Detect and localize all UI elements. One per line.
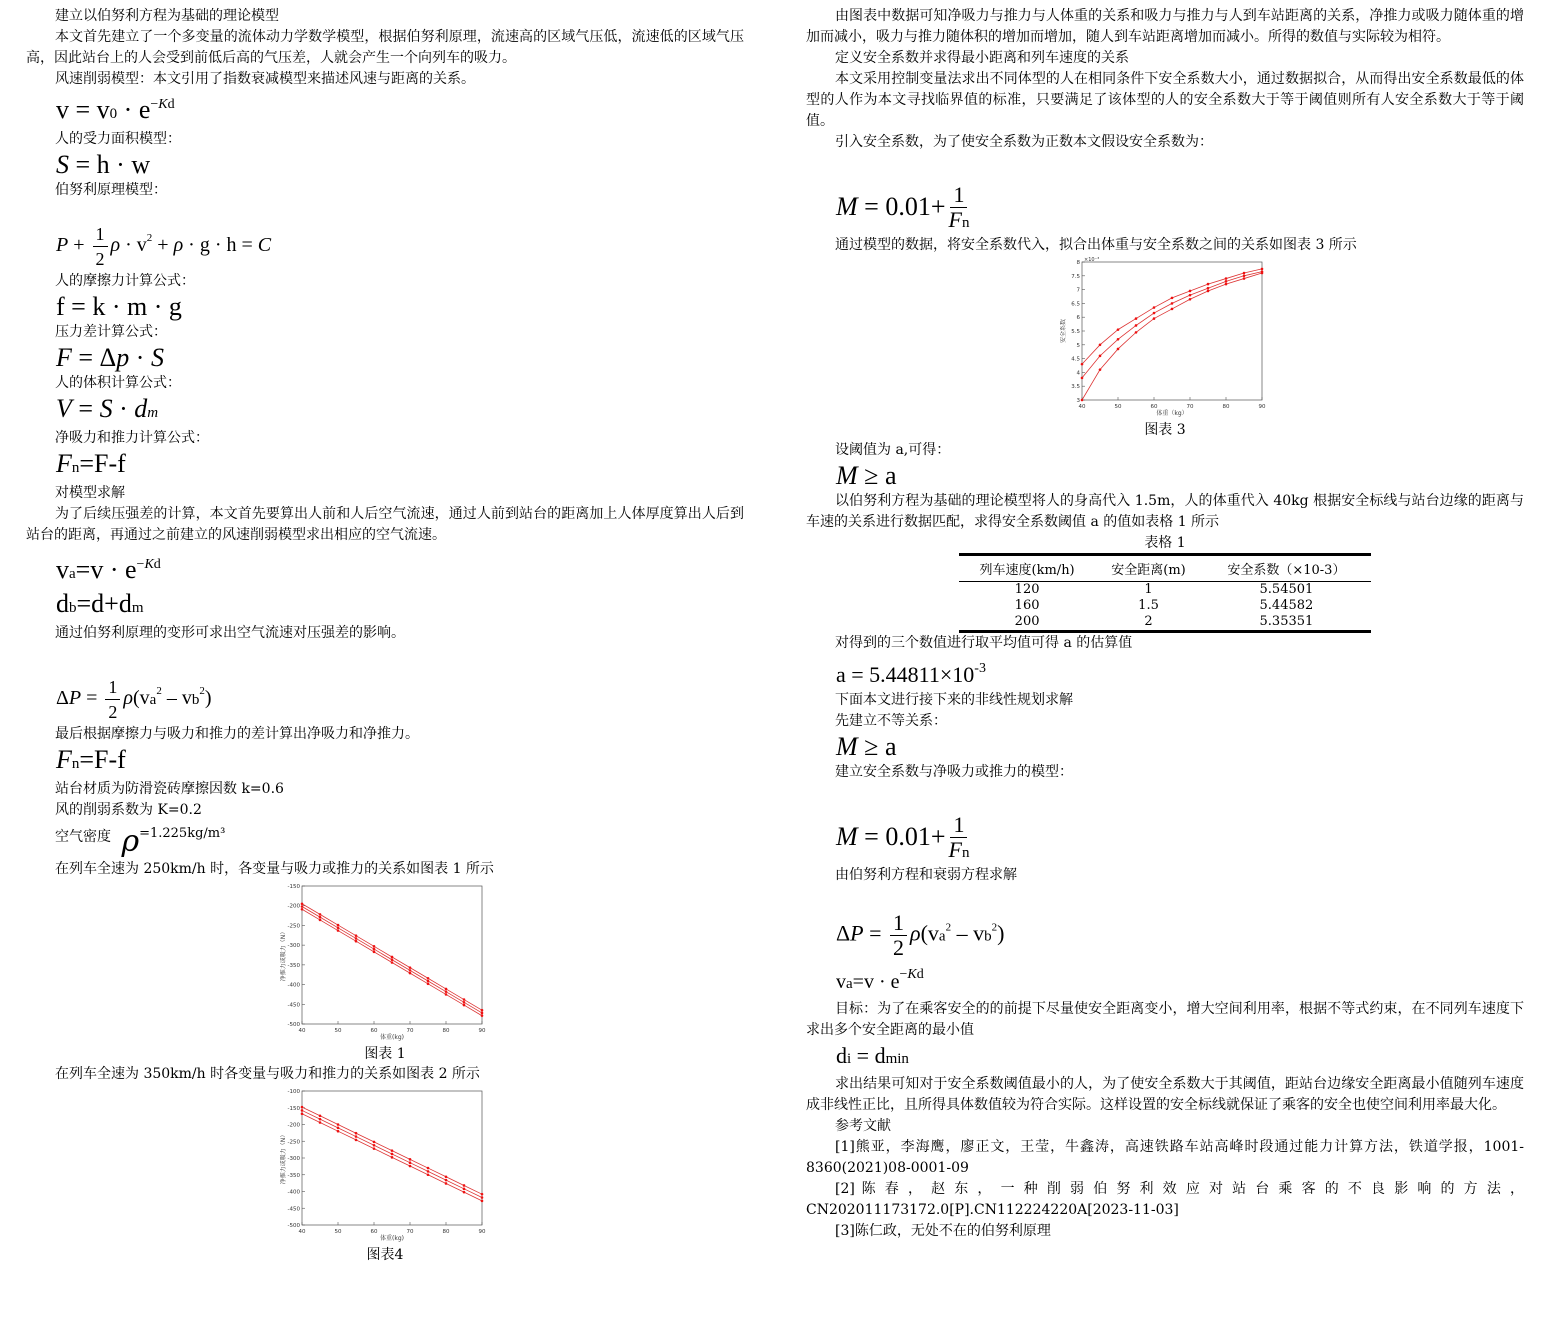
- data-point: [1261, 272, 1264, 275]
- table-row: [959, 598, 1371, 614]
- data-point: [1081, 399, 1084, 402]
- table-header: 安全系数（×10-3）: [1202, 555, 1371, 582]
- delta-p-equation: ΔP = $\frac{1}{2}$ $\rho(va^2 - vb^2)$: [56, 677, 212, 722]
- y-tick-label: 5: [1076, 342, 1080, 349]
- data-point: [1117, 328, 1120, 331]
- data-point: [409, 966, 412, 969]
- x-tick-label: 40: [298, 1229, 306, 1235]
- plot-frame: [1082, 262, 1262, 400]
- x-tick-label: 70: [406, 1028, 414, 1034]
- data-point: [319, 1118, 322, 1121]
- reference-2: [2] 陈 春 ， 赵 东 ， 一 种 削 弱 伯 努 利 效 应 对 站 台 乘 客 的 不 良 影 响 的 方 法 ，CN202011173172.0[P].CN112224220A[2023-11-03]: [806, 1181, 1524, 1218]
- data-point: [445, 1179, 448, 1182]
- data-point: [337, 1127, 340, 1130]
- net-force-equation-2: Fn=F-f: [56, 745, 126, 774]
- x-tick-label: 60: [370, 1229, 378, 1235]
- fig1-intro: 在列车全速为 250km/h 时，各变量与吸力或推力的关系如图表 1 所示: [55, 861, 494, 877]
- table-row: [959, 614, 1371, 632]
- data-point: [319, 916, 322, 919]
- result-paragraph: 由图表中数据可知净吸力与推力与人体重的关系和吸力与推力与人到车站距离的关系，净推力或吸力随体重的增加而减小，吸力与推力随体积的增加而增加，随人到车站距离增加而减小。所得的数值与实际较为相符。: [806, 8, 1524, 45]
- inequality-intro: 先建立不等关系：: [835, 713, 947, 729]
- va-equation: $va=v \cdot e^{-Kd}$: [56, 555, 161, 584]
- x-tick-label: 50: [334, 1028, 342, 1034]
- area-model-label: 人的受力面积模型：: [55, 131, 181, 147]
- x-tick-label: 60: [370, 1028, 378, 1034]
- y-tick-label: 7.5: [1071, 273, 1080, 280]
- data-point: [301, 1112, 304, 1115]
- data-point: [337, 1130, 340, 1133]
- m-const: 0.01: [885, 191, 931, 221]
- table-header: 列车速度(km/h): [959, 555, 1095, 582]
- table-cell: 1.5: [1138, 598, 1159, 613]
- x-tick-label: 80: [442, 1028, 450, 1034]
- wind-decay-equation: $v = v0 \cdot e^{-Kd}$: [56, 95, 175, 124]
- data-point: [463, 1191, 466, 1194]
- y-tick-label: -400: [287, 1189, 300, 1196]
- table-cell: 5.44582: [1259, 598, 1314, 613]
- data-point: [337, 929, 340, 932]
- conclusion-paragraph: 求出结果可知对于安全系数阈值最小的人，为了使安全系数大于其阈值，距站台边缘安全距离最小值随列车速度成非线性正比，且所得具体数值较为符合实际。这样设置的安全标线就保证了乘客的安全也使空间利用率最大化。: [806, 1076, 1524, 1113]
- pressure-equation: F = Δp · S: [56, 343, 164, 372]
- table-cell: 160: [1014, 598, 1040, 613]
- bernoulli-model-label: 伯努利原理模型：: [55, 182, 167, 198]
- data-point: [391, 1156, 394, 1159]
- friction-label: 人的摩擦力计算公式：: [55, 273, 195, 289]
- data-point: [1243, 277, 1246, 280]
- air-density-value: =1.225kg/m³: [139, 826, 226, 841]
- safety-heading: 定义安全系数并求得最小距离和列车速度的关系: [835, 50, 1129, 66]
- average-text: 对得到的三个数值进行取平均值可得 a 的估算值: [835, 635, 1133, 651]
- data-point: [463, 1001, 466, 1004]
- data-point: [301, 1109, 304, 1112]
- data-point: [481, 1012, 484, 1015]
- y-tick-label: 6.5: [1071, 301, 1080, 308]
- table-cell: 5.35351: [1202, 614, 1371, 632]
- y-tick-label: 4: [1076, 370, 1080, 377]
- table-row: [959, 582, 1371, 599]
- data-point: [1081, 363, 1084, 366]
- data-point: [1135, 317, 1138, 320]
- y-tick-label: -500: [287, 1223, 300, 1229]
- data-point: [1117, 338, 1120, 341]
- y-axis-label: 安全系数: [1060, 318, 1067, 344]
- deform-text: 通过伯努利原理的变形可求出空气流速对压强差的影响。: [55, 625, 405, 641]
- data-point: [355, 940, 358, 943]
- data-point: [445, 990, 448, 993]
- figure-1: [26, 880, 744, 1064]
- data-point: [319, 913, 322, 916]
- method-paragraph: 本文采用控制变量法求出不同体型的人在相同条件下安全系数大小，通过数据拟合，从而得出安全系数最低的体型的人作为本文寻找临界值的标准，只要满足了该体型的人的安全系数大于等于阈值则所有人安全系数大于等于阈值。: [806, 71, 1524, 129]
- reference-3: [3]陈仁政，无处不在的伯努利原理: [835, 1223, 1051, 1239]
- data-point: [1099, 355, 1102, 358]
- data-point: [445, 1182, 448, 1185]
- data-point: [373, 1147, 376, 1150]
- data-point: [409, 1165, 412, 1168]
- x-tick-label: 40: [1078, 404, 1086, 410]
- data-point: [1243, 275, 1246, 278]
- data-point: [1117, 348, 1120, 351]
- x-tick-label: 70: [1186, 404, 1194, 410]
- data-point: [427, 1173, 430, 1176]
- references-title: 参考文献: [835, 1118, 891, 1134]
- data-point: [373, 948, 376, 951]
- data-point: [337, 1123, 340, 1126]
- net-force-label: 净吸力和推力计算公式：: [55, 430, 209, 446]
- y-tick-label: -450: [287, 1206, 300, 1213]
- data-point: [409, 1158, 412, 1161]
- data-point: [301, 902, 304, 905]
- volume-equation: V = S · dm: [56, 394, 159, 423]
- data-point: [1225, 277, 1228, 280]
- figure-1-caption: 图表 1: [364, 1046, 406, 1062]
- x-tick-label: 90: [478, 1229, 486, 1235]
- data-point: [1153, 312, 1156, 315]
- y-tick-label: 6: [1076, 315, 1080, 322]
- data-point: [427, 977, 430, 980]
- data-point: [1189, 294, 1192, 297]
- weakening-coefficient-text: 风的削弱系数为 K=0.2: [55, 802, 202, 818]
- friction-equation: f = k · m · g: [56, 292, 182, 321]
- area-equation: S = h · w: [56, 150, 151, 179]
- data-point: [481, 1014, 484, 1017]
- final-text: 最后根据摩擦力与吸力和推力的差计算出净吸力和净推力。: [55, 726, 419, 742]
- figure-2: [26, 1085, 744, 1265]
- y-tick-label: -350: [287, 962, 300, 969]
- data-point: [391, 958, 394, 961]
- x-tick-label: 60: [1150, 404, 1158, 410]
- y-tick-label: -400: [287, 982, 300, 989]
- y-tick-label: -250: [287, 1139, 300, 1146]
- axis-multiplier: ×10⁻³: [1084, 257, 1100, 263]
- threshold-inequality: M ≥ a: [836, 461, 897, 490]
- table-cell: 120: [1014, 582, 1040, 597]
- data-point: [1153, 306, 1156, 309]
- data-point: [427, 1167, 430, 1170]
- data-point: [1099, 344, 1102, 347]
- table-cell: 5.54501: [1259, 582, 1314, 597]
- data-point: [427, 982, 430, 985]
- data-point: [1207, 283, 1210, 286]
- data-point: [355, 934, 358, 937]
- data-point: [355, 937, 358, 940]
- data-point: [355, 1135, 358, 1138]
- y-tick-label: -200: [287, 1122, 300, 1129]
- va-equation-2: $va=v \cdot e^{-Kd}$: [836, 967, 924, 993]
- y-tick-label: 3: [1076, 398, 1080, 404]
- data-point: [445, 1175, 448, 1178]
- safety-factor-equation: M = 0.01+ $\frac{1}{Fn}$: [836, 182, 970, 232]
- threshold-paragraph: 以伯努利方程为基础的理论模型将人的身高代入 1.5m，人的体重代入 40kg 根据安全标线与站台边缘的距离与车速的关系进行数据匹配，求得安全系数阈值 a 的值如表格 1 所示: [806, 493, 1524, 530]
- delta-p-equation-2: ΔP = $\frac{1}{2}$ $\rho(va^2 - vb^2)$: [836, 910, 1005, 960]
- safety-table: [959, 553, 1371, 633]
- data-point: [1171, 297, 1174, 300]
- figure-2-caption: 图表4: [366, 1247, 404, 1263]
- table-header-row: [959, 555, 1371, 582]
- data-point: [481, 1200, 484, 1203]
- data-point: [445, 988, 448, 991]
- y-tick-label: 3.5: [1071, 384, 1080, 391]
- solve-intro: 由伯努利方程和衰弱方程求解: [835, 867, 1017, 883]
- db-equation: db=d+dm: [56, 589, 144, 618]
- data-point: [463, 1188, 466, 1191]
- data-point: [373, 1141, 376, 1144]
- objective-paragraph: 目标：为了在乘客安全的的前提下尽量使安全距离变小，增大空间利用率，根据不等式约束，在不同列车速度下求出多个安全距离的最小值: [806, 1001, 1524, 1038]
- y-tick-label: -150: [287, 884, 300, 890]
- model-intro: 建立安全系数与净吸力或推力的模型：: [835, 764, 1073, 780]
- bernoulli-equation: P + $\frac{1}{2}$ $\rho \cdot v^2 + \rho \cdot g \cdot h = C$: [56, 224, 272, 269]
- reference-1: [1]熊亚，李海鹰，廖正文，王莹，牛鑫涛，高速铁路车站高峰时段通过能力计算方法，铁道学报，1001-8360(2021)08-0001-09: [806, 1139, 1524, 1176]
- data-point: [427, 980, 430, 983]
- data-point: [373, 945, 376, 948]
- data-point: [301, 1106, 304, 1109]
- table-cell: 1: [1144, 582, 1153, 597]
- data-point: [301, 908, 304, 911]
- data-point: [463, 1004, 466, 1007]
- data-point: [481, 1196, 484, 1199]
- data-point: [373, 1144, 376, 1147]
- solve-paragraph: 为了后续压强差的计算，本文首先要算出人前和人后空气流速，通过人前到站台的距离加上人体厚度算出人后到站台的距离，再通过之前建立的风速削弱模型求出相应的空气流速。: [26, 506, 744, 543]
- net-force-equation: Fn=F-f: [56, 449, 126, 478]
- min-distance-equation: di = dmin: [836, 1043, 909, 1068]
- pressure-label: 压力差计算公式：: [55, 324, 167, 340]
- y-tick-label: -450: [287, 1002, 300, 1009]
- data-point: [1171, 308, 1174, 311]
- data-point: [1135, 331, 1138, 334]
- data-point: [409, 969, 412, 972]
- x-axis-label: 体重（kg）: [1156, 410, 1188, 417]
- data-point: [1099, 368, 1102, 371]
- data-point: [1171, 302, 1174, 305]
- data-point: [409, 1161, 412, 1164]
- data-point: [481, 1193, 484, 1196]
- data-point: [1081, 377, 1084, 380]
- air-density-text: [26, 821, 744, 859]
- intro-paragraph: 本文首先建立了一个多变量的流体动力学数学模型，根据伯努利原理，流速高的区域气压低，流速低的区域气压高，因此站台上的人会受到前低后高的气压差，人就会产生一个向列车的吸力。: [26, 29, 744, 66]
- data-point: [391, 961, 394, 964]
- data-point: [355, 1132, 358, 1135]
- data-point: [1135, 324, 1138, 327]
- fit-intro: 通过模型的数据，将安全系数代入，拟合出体重与安全系数之间的关系如图表 3 所示: [835, 237, 1357, 253]
- y-tick-label: 7: [1076, 287, 1080, 294]
- friction-coefficient-text: 站台材质为防滑瓷砖摩擦因数 k=0.6: [55, 781, 284, 797]
- figure-3: [806, 256, 1524, 440]
- y-axis-label: 净推力或吸力（N）: [280, 1131, 287, 1185]
- data-point: [481, 1009, 484, 1012]
- y-axis-label: 净推力或吸力（N）: [280, 928, 287, 982]
- data-point: [391, 1153, 394, 1156]
- rho-symbol: ρ: [121, 824, 140, 859]
- figure-3-caption: 图表 3: [1144, 422, 1186, 438]
- data-point: [445, 993, 448, 996]
- data-point: [301, 905, 304, 908]
- plot-frame: [302, 886, 482, 1024]
- table-cell: 200: [959, 614, 1095, 632]
- x-tick-label: 50: [334, 1229, 342, 1235]
- x-axis-label: 体重(kg): [380, 1034, 404, 1041]
- x-axis-label: 体重(kg): [380, 1235, 404, 1242]
- x-tick-label: 90: [1258, 404, 1266, 410]
- y-tick-label: -500: [287, 1022, 300, 1028]
- data-point: [391, 1149, 394, 1152]
- data-point: [1261, 268, 1264, 271]
- data-point: [1243, 272, 1246, 275]
- data-point: [319, 1114, 322, 1117]
- data-point: [355, 1139, 358, 1142]
- air-density-label: 空气密度: [55, 829, 111, 845]
- data-point: [1189, 298, 1192, 301]
- data-point: [391, 956, 394, 959]
- y-tick-label: -350: [287, 1172, 300, 1179]
- safety-factor-equation-2: M = 0.01+ $\frac{1}{Fn}$: [836, 812, 970, 862]
- y-tick-label: -250: [287, 923, 300, 930]
- data-point: [409, 972, 412, 975]
- y-tick-label: -300: [287, 943, 300, 950]
- y-tick-label: 8: [1076, 260, 1080, 266]
- fig2-intro: 在列车全速为 350km/h 时各变量与吸力和推力的关系如图表 2 所示: [55, 1066, 480, 1082]
- data-point: [1225, 283, 1228, 286]
- x-tick-label: 40: [298, 1028, 306, 1034]
- y-tick-label: -300: [287, 1156, 300, 1162]
- volume-label: 人的体积计算公式：: [55, 375, 181, 391]
- data-point: [463, 998, 466, 1001]
- wind-model-text: 风速削弱模型：本文引用了指数衰减模型来描述风速与距离的关系。: [55, 71, 475, 87]
- x-tick-label: 80: [442, 1229, 450, 1235]
- chart-1: [280, 880, 490, 1044]
- y-tick-label: -200: [287, 903, 300, 910]
- x-tick-label: 80: [1222, 404, 1230, 410]
- safety-intro: 引入安全系数，为了使安全系数为正数本文假设安全系数为：: [835, 134, 1213, 150]
- y-tick-label: -100: [287, 1089, 300, 1095]
- solve-title: 对模型求解: [55, 485, 125, 501]
- a-estimate-equation: $a = 5.44811\times 10^{-3}$: [836, 661, 986, 687]
- data-point: [1189, 290, 1192, 293]
- y-tick-label: 5.5: [1071, 329, 1080, 335]
- table-caption: 表格 1: [1144, 535, 1186, 551]
- data-point: [319, 1121, 322, 1124]
- y-tick-label: 4.5: [1071, 356, 1080, 363]
- data-point: [319, 919, 322, 922]
- data-point: [337, 926, 340, 929]
- data-point: [337, 924, 340, 927]
- right-column: [806, 6, 1524, 1242]
- threshold-intro: 设阈值为 a,可得：: [835, 442, 951, 458]
- data-point: [1153, 317, 1156, 320]
- a-mantissa: 5.44811: [869, 662, 940, 687]
- x-tick-label: 50: [1114, 404, 1122, 410]
- a-exponent: -3: [974, 661, 986, 676]
- table-header: 安全距离(m): [1095, 555, 1202, 582]
- data-point: [463, 1184, 466, 1187]
- x-tick-label: 90: [478, 1028, 486, 1034]
- section-heading: 建立以伯努利方程为基础的理论模型: [55, 8, 279, 24]
- chart-3: [1060, 256, 1270, 420]
- y-tick-label: -150: [287, 1105, 300, 1112]
- nonlinear-text: 下面本文进行接下来的非线性规划求解: [835, 692, 1073, 708]
- data-point: [427, 1170, 430, 1173]
- chart-2: [280, 1085, 490, 1245]
- inequality-2: M ≥ a: [836, 732, 897, 761]
- table-cell: 2: [1095, 614, 1202, 632]
- left-column: [26, 6, 744, 1265]
- x-tick-label: 70: [406, 1229, 414, 1235]
- data-point: [1225, 280, 1228, 283]
- data-point: [1207, 290, 1210, 293]
- data-point: [1207, 287, 1210, 290]
- data-point: [373, 951, 376, 954]
